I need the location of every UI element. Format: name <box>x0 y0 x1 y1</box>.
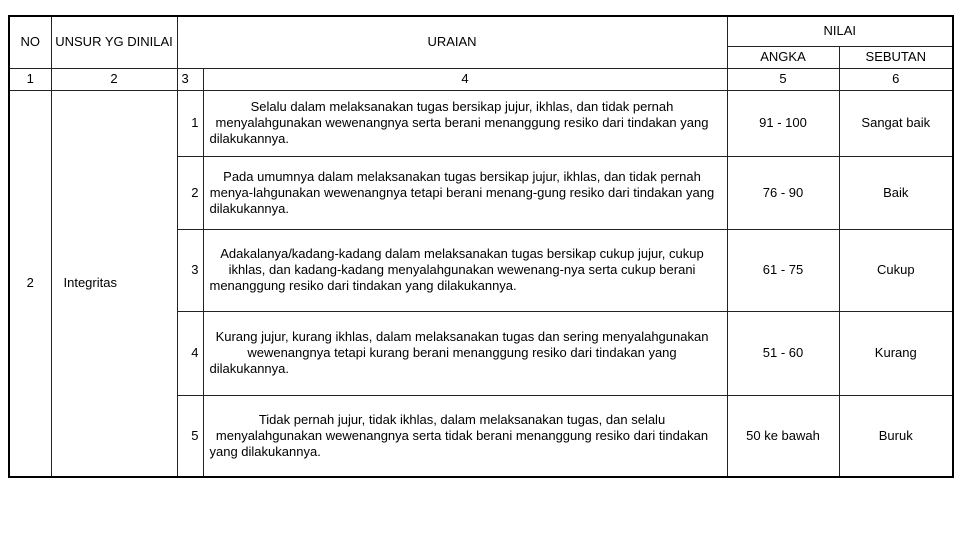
header-unsur: UNSUR YG DINILAI <box>51 16 177 68</box>
col-num-3: 3 <box>177 68 203 90</box>
item-sebutan: Sangat baik <box>839 90 953 156</box>
item-angka: 61 - 75 <box>727 229 839 311</box>
item-number: 4 <box>177 311 203 395</box>
header-nilai: NILAI <box>727 16 953 46</box>
item-description: Kurang jujur, kurang ikhlas, dalam melaksanakan tugas dan sering menyalahgunakan wewenangnya tetapi kurang berani menanggung resiko dari tindakan yang dilakukannya. <box>203 311 727 395</box>
table-row <box>9 90 953 156</box>
item-description: Adakalanya/kadang-kadang dalam melaksanakan tugas bersikap cukup jujur, cukup ikhlas, dan kadang-kadang menyalahgunakan wewenang-nya serta cukup berani menanggung resiko dari tindakan yang dilakukannya. <box>203 229 727 311</box>
row-no: 2 <box>9 90 51 477</box>
item-description: Tidak pernah jujur, tidak ikhlas, dalam melaksanakan tugas, dan selalu menyalahgunakan wewenangnya serta tidak berani menanggung resiko dari tindakan yang dilakukannya. <box>203 395 727 477</box>
item-number: 2 <box>177 156 203 229</box>
item-number: 1 <box>177 90 203 156</box>
header-uraian: URAIAN <box>177 16 727 68</box>
item-sebutan: Kurang <box>839 311 953 395</box>
column-number-row <box>9 68 953 90</box>
assessment-table <box>8 15 954 478</box>
item-sebutan: Cukup <box>839 229 953 311</box>
item-number: 5 <box>177 395 203 477</box>
col-num-4: 4 <box>203 68 727 90</box>
row-unsur: Integritas <box>51 90 177 477</box>
header-no: NO <box>9 16 51 68</box>
col-num-6: 6 <box>839 68 953 90</box>
item-sebutan: Baik <box>839 156 953 229</box>
item-angka: 91 - 100 <box>727 90 839 156</box>
item-angka: 51 - 60 <box>727 311 839 395</box>
item-number: 3 <box>177 229 203 311</box>
item-angka: 50 ke bawah <box>727 395 839 477</box>
col-num-5: 5 <box>727 68 839 90</box>
col-num-2: 2 <box>51 68 177 90</box>
col-num-1: 1 <box>9 68 51 90</box>
item-description: Selalu dalam melaksanakan tugas bersikap jujur, ikhlas, dan tidak pernah menyalahgunakan wewenangnya serta berani menanggung resiko dari tindakan yang dilakukannya. <box>203 90 727 156</box>
item-sebutan: Buruk <box>839 395 953 477</box>
header-sebutan: SEBUTAN <box>839 46 953 68</box>
item-angka: 76 - 90 <box>727 156 839 229</box>
item-description: Pada umumnya dalam melaksanakan tugas bersikap jujur, ikhlas, dan tidak pernah menya-lahgunakan wewenangnya tetapi berani menang-gung resiko dari tindakan yang dilakukannya. <box>203 156 727 229</box>
header-row-top <box>9 16 953 46</box>
header-angka: ANGKA <box>727 46 839 68</box>
